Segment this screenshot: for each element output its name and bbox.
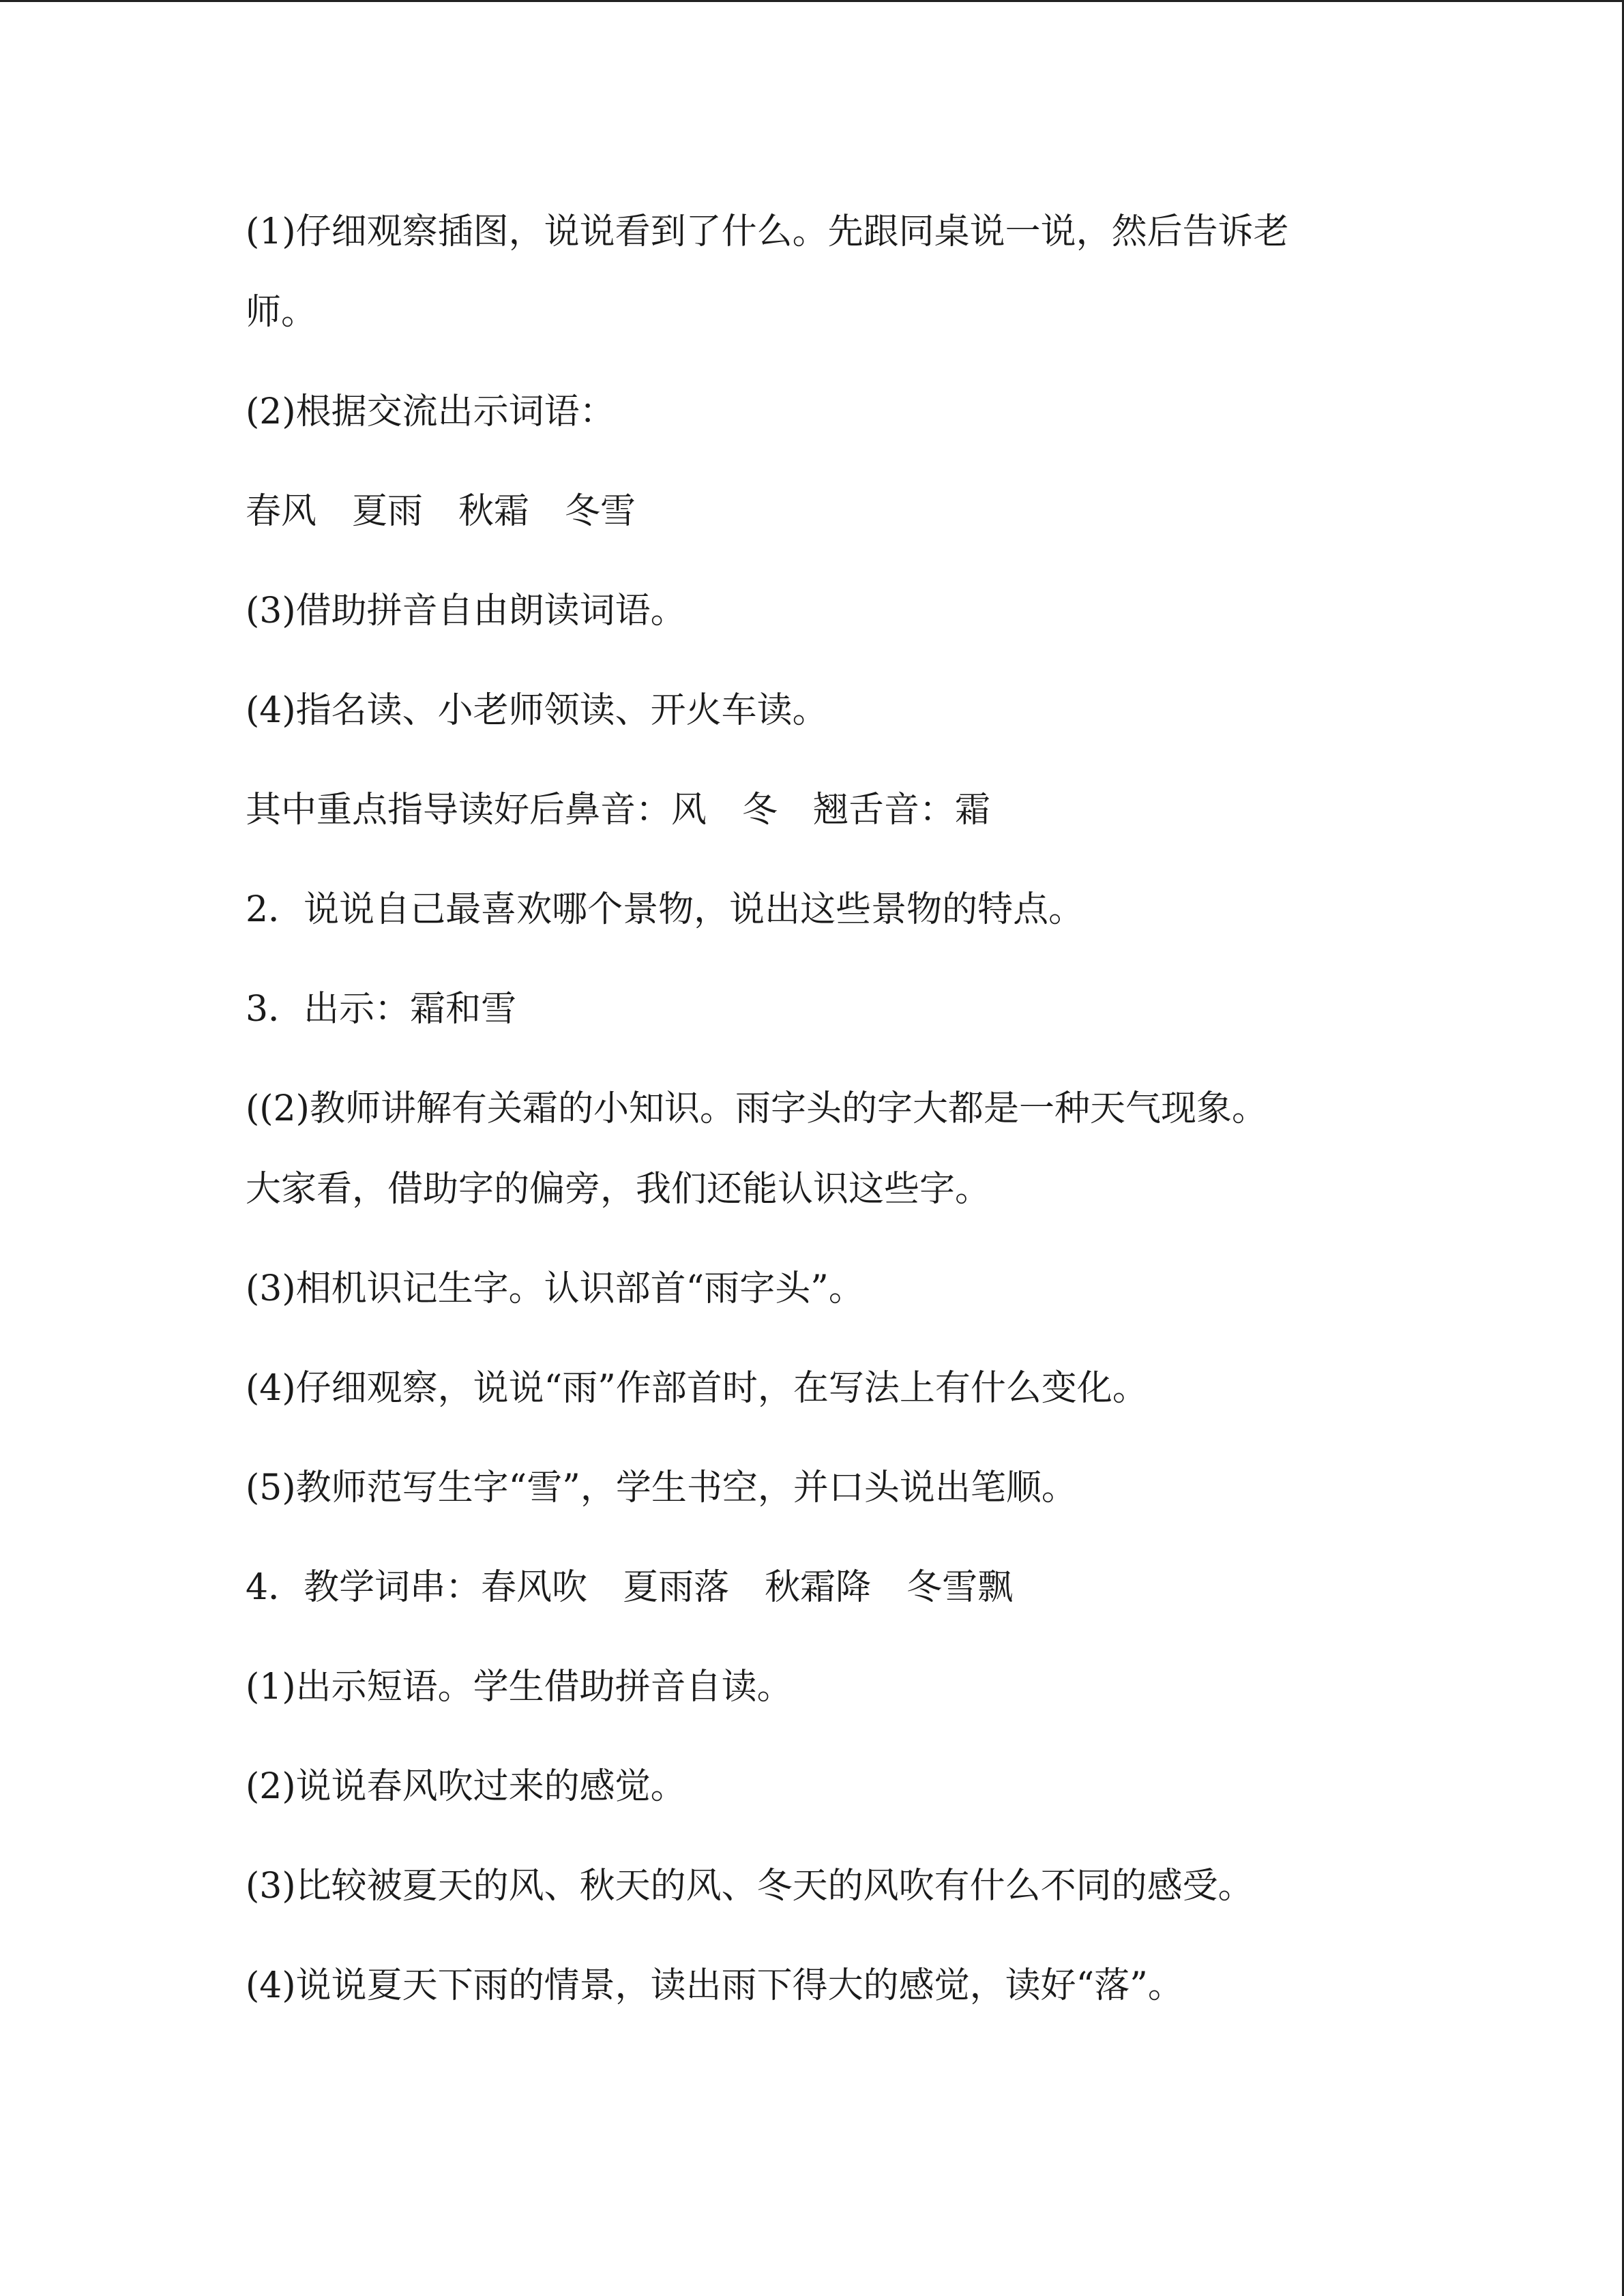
paragraph-line: (2)根据交流出示词语： (246, 391, 615, 432)
paragraph-line: 大家看，借助字的偏旁，我们还能认识这些字。 (246, 1169, 991, 1210)
paragraph-line: (1)仔细观察插图，说说看到了什么。先跟同桌说一说，然后告诉老 (246, 211, 1289, 252)
paragraph-line: 4．教学词串：春风吹 夏雨落 秋霜降 冬雪飘 (246, 1567, 1014, 1608)
paragraph-line: (5)教师范写生字“雪”，学生书空，并口头说出笔顺。 (246, 1467, 1077, 1508)
paragraph-line: (3)相机识记生字。认识部首“雨字头”。 (246, 1268, 864, 1309)
paragraph-line: (2)说说春风吹过来的感觉。 (246, 1766, 686, 1807)
paragraph-line: (3)借助拼音自由朗读词语。 (246, 591, 686, 631)
paragraph-line: 2．说说自己最喜欢哪个景物，说出这些景物的特点。 (246, 889, 1084, 930)
document-body (246, 207, 1391, 2060)
paragraph-line: (4)仔细观察，说说“雨”作部首时，在写法上有什么变化。 (246, 1368, 1148, 1409)
paragraph-line: 师。 (246, 292, 317, 333)
paragraph-line: 其中重点指导读好后鼻音：风 冬 翘舌音：霜 (246, 790, 991, 831)
paragraph-line: (4)指名读、小老师领读、开火车读。 (246, 690, 828, 731)
paragraph-line: 春风 夏雨 秋霜 冬雪 (246, 491, 636, 532)
paragraph-line: ((2)教师讲解有关霜的小知识。雨字头的字大都是一种天气现象。 (246, 1088, 1267, 1129)
paragraph-line: (1)出示短语。学生借助拼音自读。 (246, 1667, 793, 1708)
paragraph-line: 3．出示：霜和雪 (246, 989, 517, 1030)
paragraph-line: (4)说说夏天下雨的情景，读出雨下得大的感觉，读好“落”。 (246, 1965, 1183, 2006)
paragraph-line: (3)比较被夏天的风、秋天的风、冬天的风吹有什么不同的感受。 (246, 1866, 1254, 1907)
